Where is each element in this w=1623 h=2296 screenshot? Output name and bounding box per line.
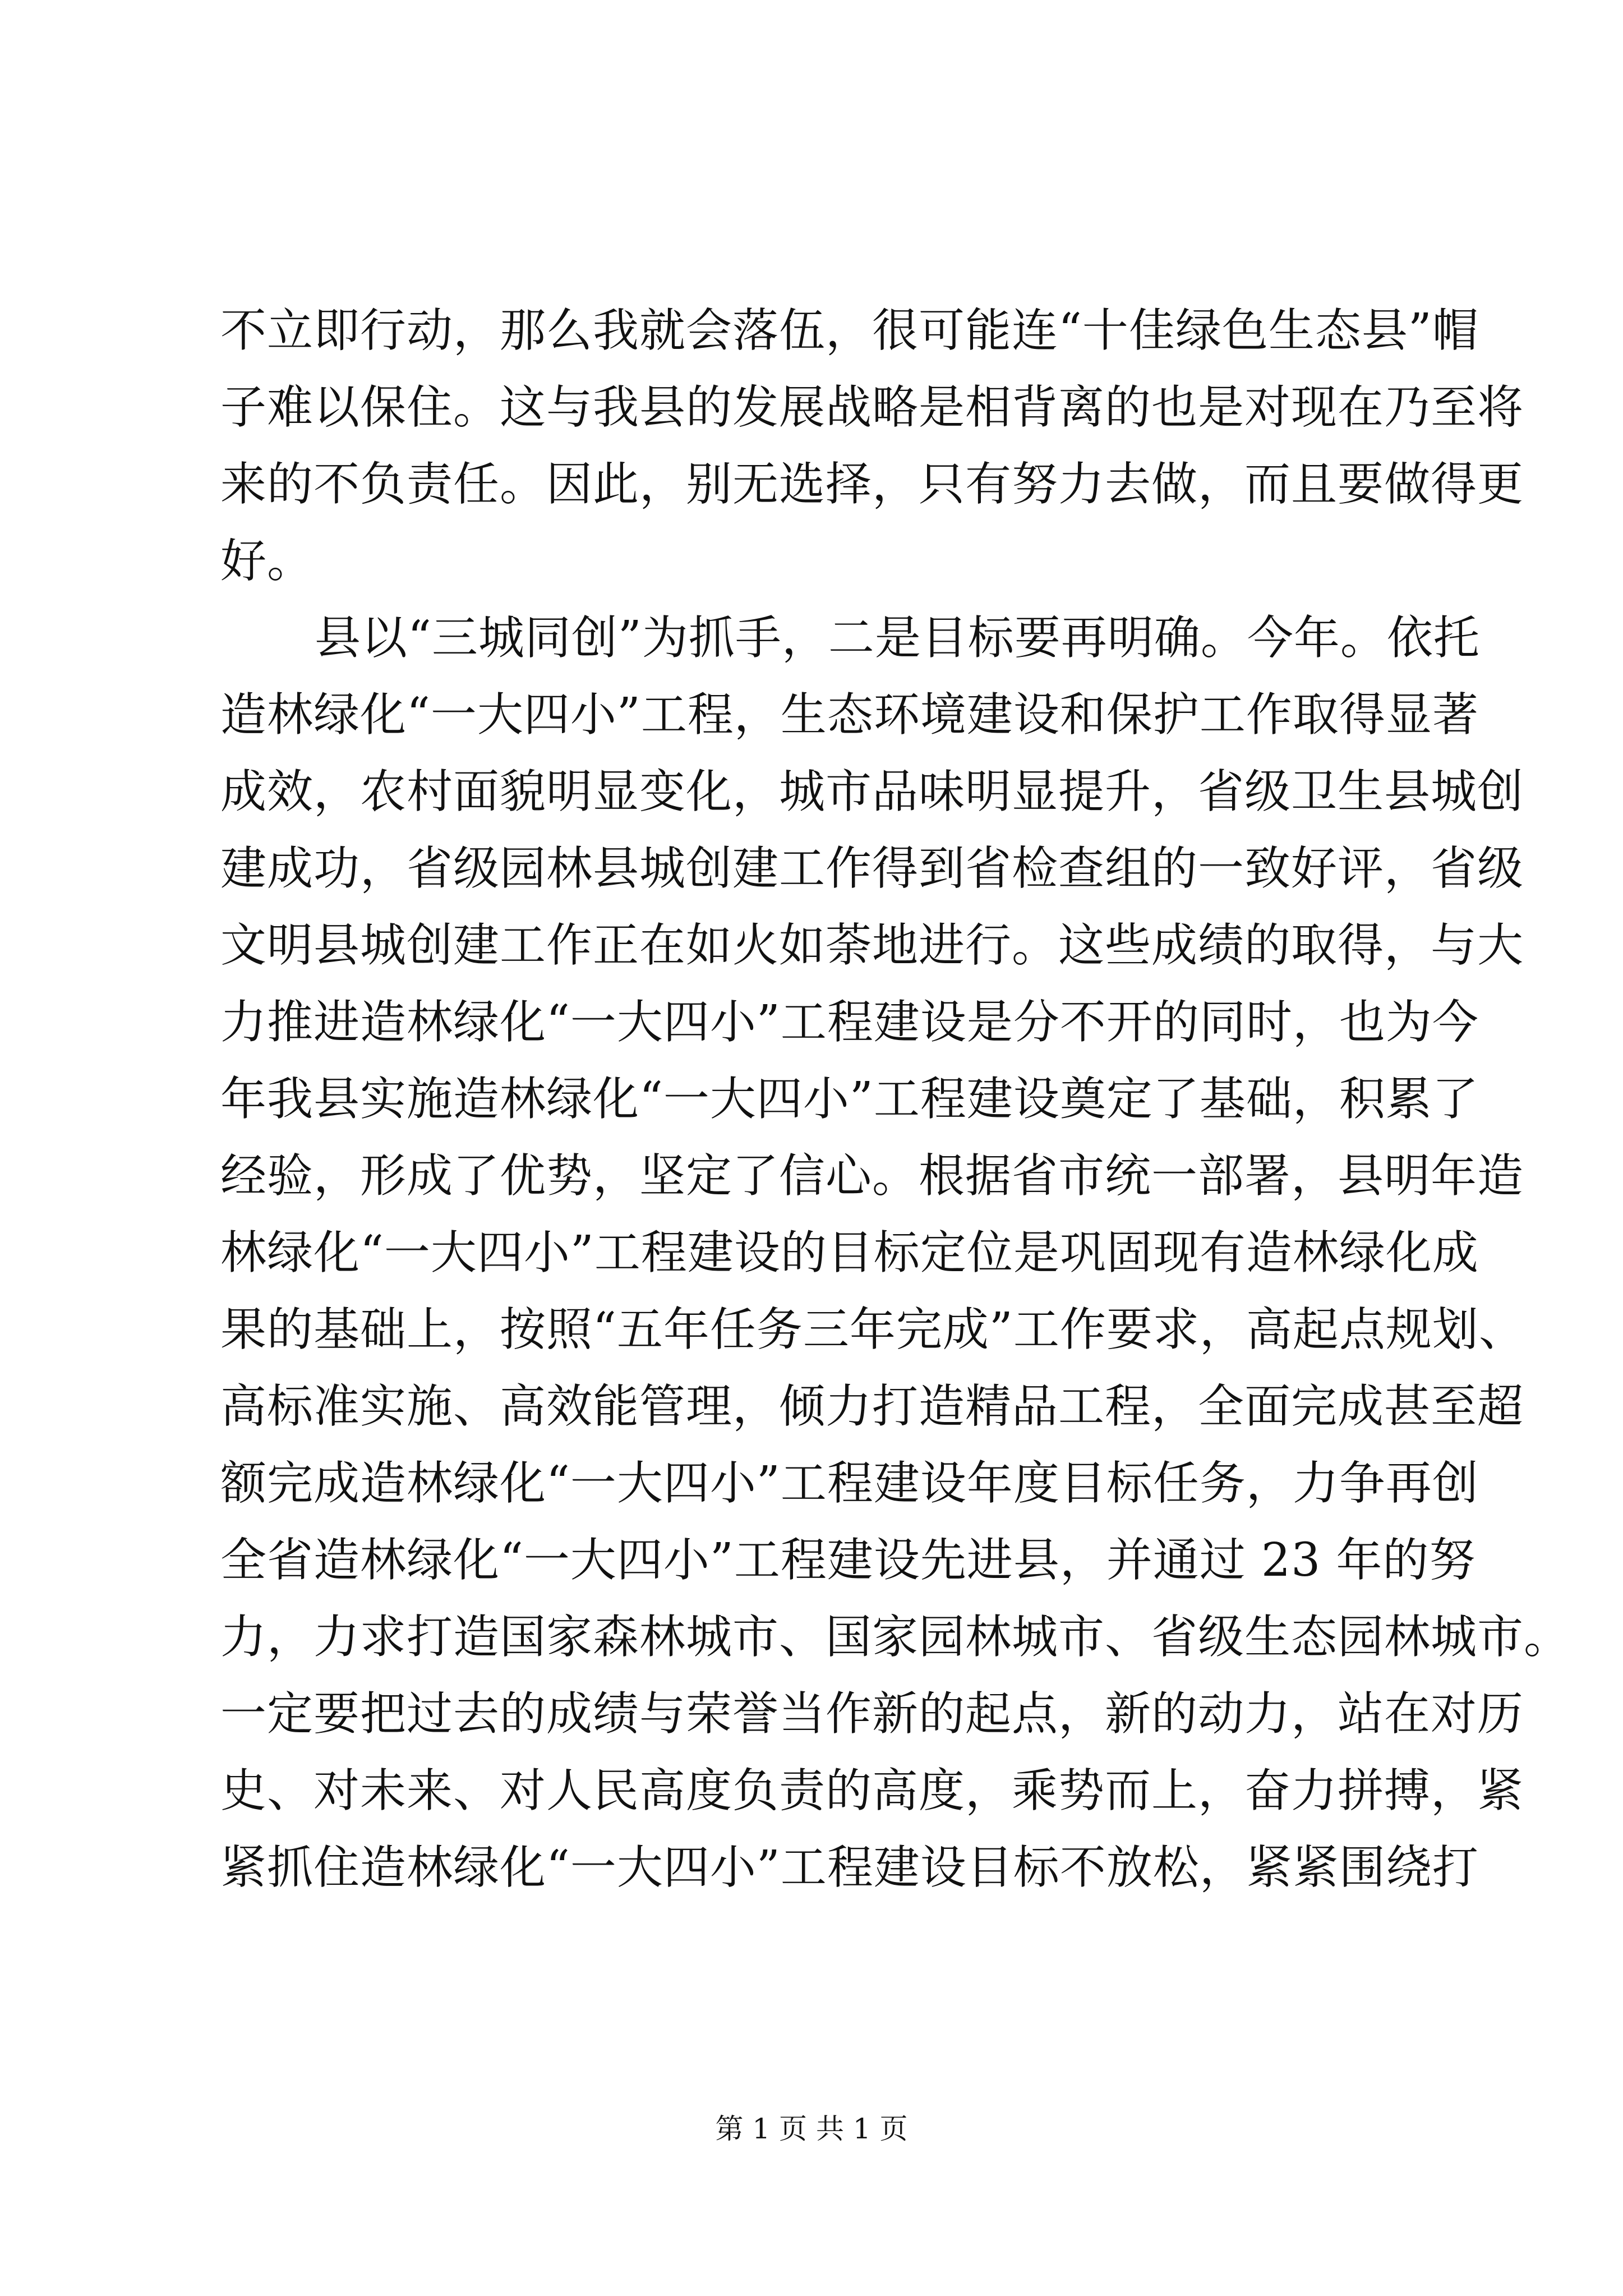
text-line: 果的基础上，按照“五年任务三年完成”工作要求，高起点规划、 [220,1303,1525,1356]
text-line: 高标准实施、高效能管理，倾力打造精品工程，全面完成甚至超 [220,1380,1524,1433]
text-line: 额完成造林绿化“一大四小”工程建设年度目标任务，力争再创 [220,1457,1479,1510]
text-line: 建成功，省级园林县城创建工作得到省检查组的一致好评，省级 [220,842,1524,895]
page-footer [0,2109,1623,2148]
text-line: 不立即行动，那么我就会落伍，很可能连“十佳绿色生态县”帽 [220,304,1479,357]
text-line: 紧抓住造林绿化“一大四小”工程建设目标不放松，紧紧围绕打 [220,1841,1479,1894]
paragraph-first-line: 县以“三城同创”为抓手，二是目标要再明确。今年。依托 [315,611,1480,665]
text-line: 造林绿化“一大四小”工程，生态环境建设和保护工作取得显著 [220,688,1479,742]
page-number-label: 第 1 页 共 1 页 [715,2113,908,2145]
text-line: 力，力求打造国家森林城市、国家园林城市、省级生态园林城市。 [220,1611,1571,1664]
text-line: 好。 [220,535,314,588]
text-line: 文明县城创建工作正在如火如荼地进行。这些成绩的取得，与大 [220,919,1524,972]
text-line: 成效，农村面貌明显变化，城市品味明显提升，省级卫生县城创 [220,765,1524,818]
text-line: 经验，形成了优势，坚定了信心。根据省市统一部署，县明年造 [220,1149,1524,1203]
text-line: 全省造林绿化“一大四小”工程建设先进县，并通过 23 年的努 [220,1534,1476,1587]
text-line: 子难以保住。这与我县的发展战略是相背离的也是对现在乃至将 [220,381,1524,434]
text-line: 力推进造林绿化“一大四小”工程建设是分不开的同时，也为今 [220,996,1479,1049]
text-line: 史、对未来、对人民高度负责的高度，乘势而上，奋力拼搏，紧 [220,1764,1524,1818]
text-line: 来的不负责任。因此，别无选择，只有努力去做，而且要做得更 [220,458,1524,511]
text-line: 一定要把过去的成绩与荣誉当作新的起点，新的动力，站在对历 [220,1687,1524,1741]
text-line: 林绿化“一大四小”工程建设的目标定位是巩固现有造林绿化成 [220,1226,1479,1280]
text-line: 年我县实施造林绿化“一大四小”工程建设奠定了基础，积累了 [220,1073,1479,1126]
